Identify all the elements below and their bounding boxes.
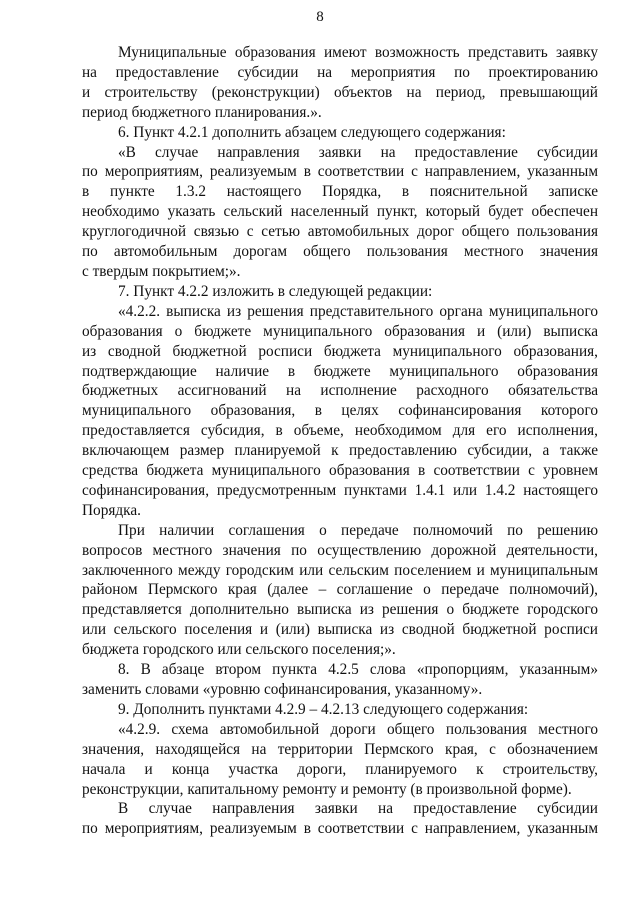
text-line: предоставляется субсидия, в объеме, необходимом для его исполнения, xyxy=(82,422,598,440)
paragraph xyxy=(82,302,598,521)
paragraph xyxy=(82,123,598,143)
text-line: «В случае направления заявки на предоставление субсидии xyxy=(118,143,598,161)
text-line: из сводной бюджетной росписи бюджета муниципального образования, xyxy=(82,342,598,360)
text-line: муниципального образования, в целях софинансирования которого xyxy=(82,402,598,420)
text-line: в пункте 1.3.2 настоящего Порядка, в пояснительной записке xyxy=(82,183,598,201)
text-line: Порядка. xyxy=(82,501,141,519)
paragraph xyxy=(82,43,598,123)
paragraph xyxy=(82,282,598,302)
document-body xyxy=(82,43,598,839)
text-line: районом Пермского края (далее – соглашение о передаче полномочий), xyxy=(82,581,598,599)
text-line: софинансирования, предусмотренным пунктами 1.4.1 или 1.4.2 настоящего xyxy=(82,481,598,499)
text-line: бюджетных ассигнований на исполнение расходного обязательства xyxy=(82,382,598,400)
text-line: включающем размер планируемой к предоставлению субсидии, а также xyxy=(82,442,598,460)
text-line: реконструкции, капитальному ремонту и ремонту (в произвольной форме). xyxy=(82,780,572,798)
paragraph xyxy=(82,799,598,839)
page-number: 8 xyxy=(316,9,324,25)
paragraph xyxy=(82,143,598,282)
text-line: необходимо указать сельский населенный пункт, который будет обеспечен xyxy=(82,203,598,221)
text-line: по автомобильным дорогам общего пользования местного значения xyxy=(82,243,598,261)
paragraph xyxy=(82,660,598,700)
paragraph xyxy=(82,521,598,660)
text-line: В случае направления заявки на предоставление субсидии xyxy=(118,800,598,818)
text-line: образования о бюджете муниципального образования и (или) выписка xyxy=(82,322,598,340)
text-line: круглогодичной связью с сетью автомобильных дорог общего пользования xyxy=(82,223,598,241)
text-line: При наличии соглашения о передаче полномочий по решению xyxy=(118,521,598,539)
text-line: с твердым покрытием;». xyxy=(82,262,241,280)
text-line: 8. В абзаце втором пункта 4.2.5 слова «пропорциям, указанным» xyxy=(118,661,598,679)
text-line: значения, находящейся на территории Пермского края, с обозначением xyxy=(82,740,598,758)
text-line: период бюджетного планирования.». xyxy=(82,103,322,121)
text-line: по мероприятиям, реализуемым в соответствии с направлением, указанным xyxy=(82,820,598,838)
text-line: заменить словами «уровню софинансирования, указанному». xyxy=(82,681,483,698)
text-line: Муниципальные образования имеют возможность представить заявку xyxy=(118,44,598,61)
text-line: заключенного между городским или сельским поселением и муниципальным xyxy=(82,561,598,579)
text-line: представляется дополнительно выписка из решения о бюджете городского xyxy=(82,601,598,619)
text-line: начала и конца участка дороги, планируемого к строительству, xyxy=(82,760,598,778)
text-line: на предоставление субсидии на мероприятия по проектированию xyxy=(82,63,598,81)
text-line: бюджета городского или сельского поселения;». xyxy=(82,641,396,659)
text-line: подтверждающие наличие в бюджете муниципального образования xyxy=(82,362,598,380)
text-line: 6. Пункт 4.2.1 дополнить абзацем следующего содержания: xyxy=(118,123,506,141)
text-line: средства бюджета муниципального образования в соответствии с уровнем xyxy=(82,462,598,480)
text-line: 9. Дополнить пунктами 4.2.9 – 4.2.13 следующего содержания: xyxy=(118,700,529,718)
text-line: 7. Пункт 4.2.2 изложить в следующей редакции: xyxy=(118,282,433,300)
text-line: «4.2.2. выписка из решения представительного органа муниципального xyxy=(118,302,598,320)
paragraph xyxy=(82,720,598,800)
text-line: по мероприятиям, реализуемым в соответствии с направлением, указанным xyxy=(82,163,598,181)
paragraph xyxy=(82,700,598,720)
text-line: вопросов местного значения по осуществлению дорожной деятельности, xyxy=(82,541,598,559)
text-line: и строительству (реконструкции) объектов на период, превышающий xyxy=(82,83,598,101)
text-line: «4.2.9. схема автомобильной дороги общего пользования местного xyxy=(118,720,598,738)
text-line: или сельского поселения и (или) выписка из сводной бюджетной росписи xyxy=(82,621,598,639)
